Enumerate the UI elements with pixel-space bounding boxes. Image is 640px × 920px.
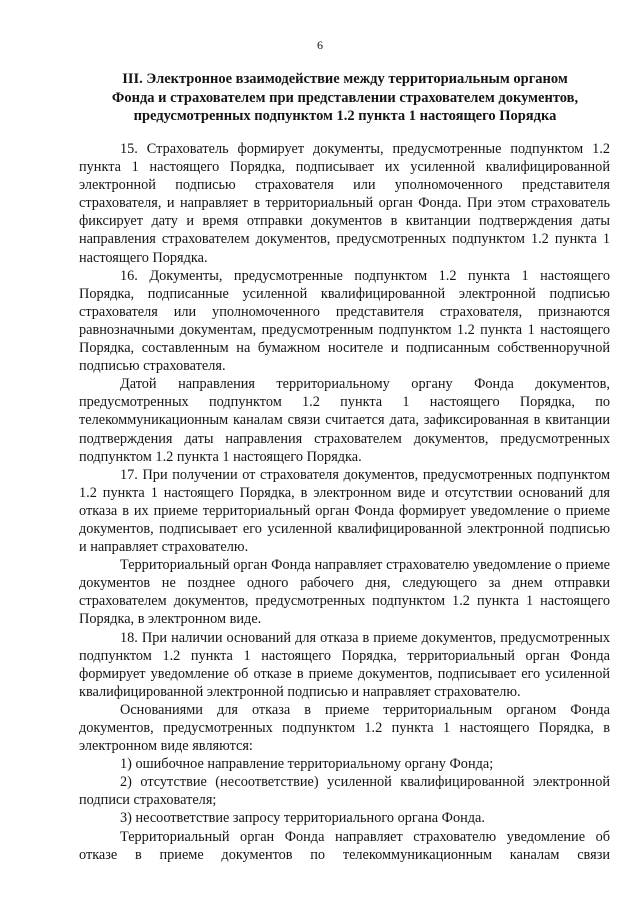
section-title-line-1: III. Электронное взаимодействие между территориальным органом <box>122 71 568 87</box>
list-item-3: 3) несоответствие запросу территориального органа Фонда. <box>120 810 485 827</box>
paragraph-18: 18. При наличии оснований для отказа в приеме документов, предусмотренных подпунктом 1.2 пункта 1 настоящего Порядка, территориальный орган Фонда формирует уведомление об отказе в приеме документов, подписывает его усиленной квалифицированной электронной подписью и направляет страхователю. <box>79 629 610 700</box>
list-item-2: 2) отсутствие (несоответствие) усиленной квалифицированной электронной подписи страхователя; <box>79 774 610 809</box>
page-number: 6 <box>317 38 323 52</box>
paragraph-refusal-grounds: Основаниями для отказа в приеме территориальным органом Фонда документов, предусмотренных подпунктом 1.2 пункта 1 настоящего Порядка, в электронном виде являются: <box>79 701 610 755</box>
list-item-1: 1) ошибочное направление территориальному органу Фонда; <box>120 756 494 773</box>
section-title-line-2: Фонда и страхователем при представлении страхователем документов, <box>111 89 579 106</box>
section-title-line-3: предусмотренных подпунктом 1.2 пункта 1 настоящего Порядка <box>133 108 557 124</box>
paragraph-submission-date: Датой направления территориальному органу Фонда документов, предусмотренных подпунктом 1.2 пункта 1 настоящего Порядка, по телекоммуникационным каналам связи считается дата, зафиксированная в квитанции подтверждения даты направления страхователем документов, предусмотренных подпунктом 1.2 пункта 1 настоящего Порядка. <box>79 376 610 465</box>
paragraph-16: 16. Документы, предусмотренные подпунктом 1.2 пункта 1 настоящего Порядка, подписанные усиленной квалифицированной электронной подписью страхователя или уполномоченного представителя страхователя, признаются равнозначными документам, предусмотренным подпунктом 1.2 пункта 1 настоящего Порядка, составленным на бумажном носителе и подписанным собственноручной подписью страхователя. <box>79 267 610 375</box>
paragraph-refusal-notice: Территориальный орган Фонда направляет страхователю уведомление об отказе в приеме документов по телекоммуникационным каналам связи <box>79 828 610 863</box>
paragraph-acceptance-notice: Территориальный орган Фонда направляет страхователю уведомление о приеме документов не позднее одного рабочего дня, следующего за днем отправки страхователем документов, предусмотренных подпунктом 1.2 пункта 1 настоящего Порядка, в электронном виде. <box>79 557 610 628</box>
paragraph-17: 17. При получении от страхователя документов, предусмотренных подпунктом 1.2 пункта 1 настоящего Порядка, в электронном виде и отсутствии оснований для отказа в их приеме территориальный орган Фонда формирует уведомление о приеме документов, подписывает его усиленной квалифицированной электронной подписью и направляет страхователю. <box>79 466 610 556</box>
document-body <box>79 140 610 864</box>
paragraph-15: 15. Страхователь формирует документы, предусмотренные подпунктом 1.2 пункта 1 настоящего Порядка, подписывает их усиленной квалифицированной электронной подписью страхователя или уполномоченного представителя страхователя, и направляет в территориальный орган Фонда. При этом страхователь фиксирует дату и время отправки документов в квитанции подтверждения даты направления страхователем документов, предусмотренных подпунктом 1.2 пункта 1 настоящего Порядка. <box>79 141 610 266</box>
section-title <box>80 70 610 126</box>
